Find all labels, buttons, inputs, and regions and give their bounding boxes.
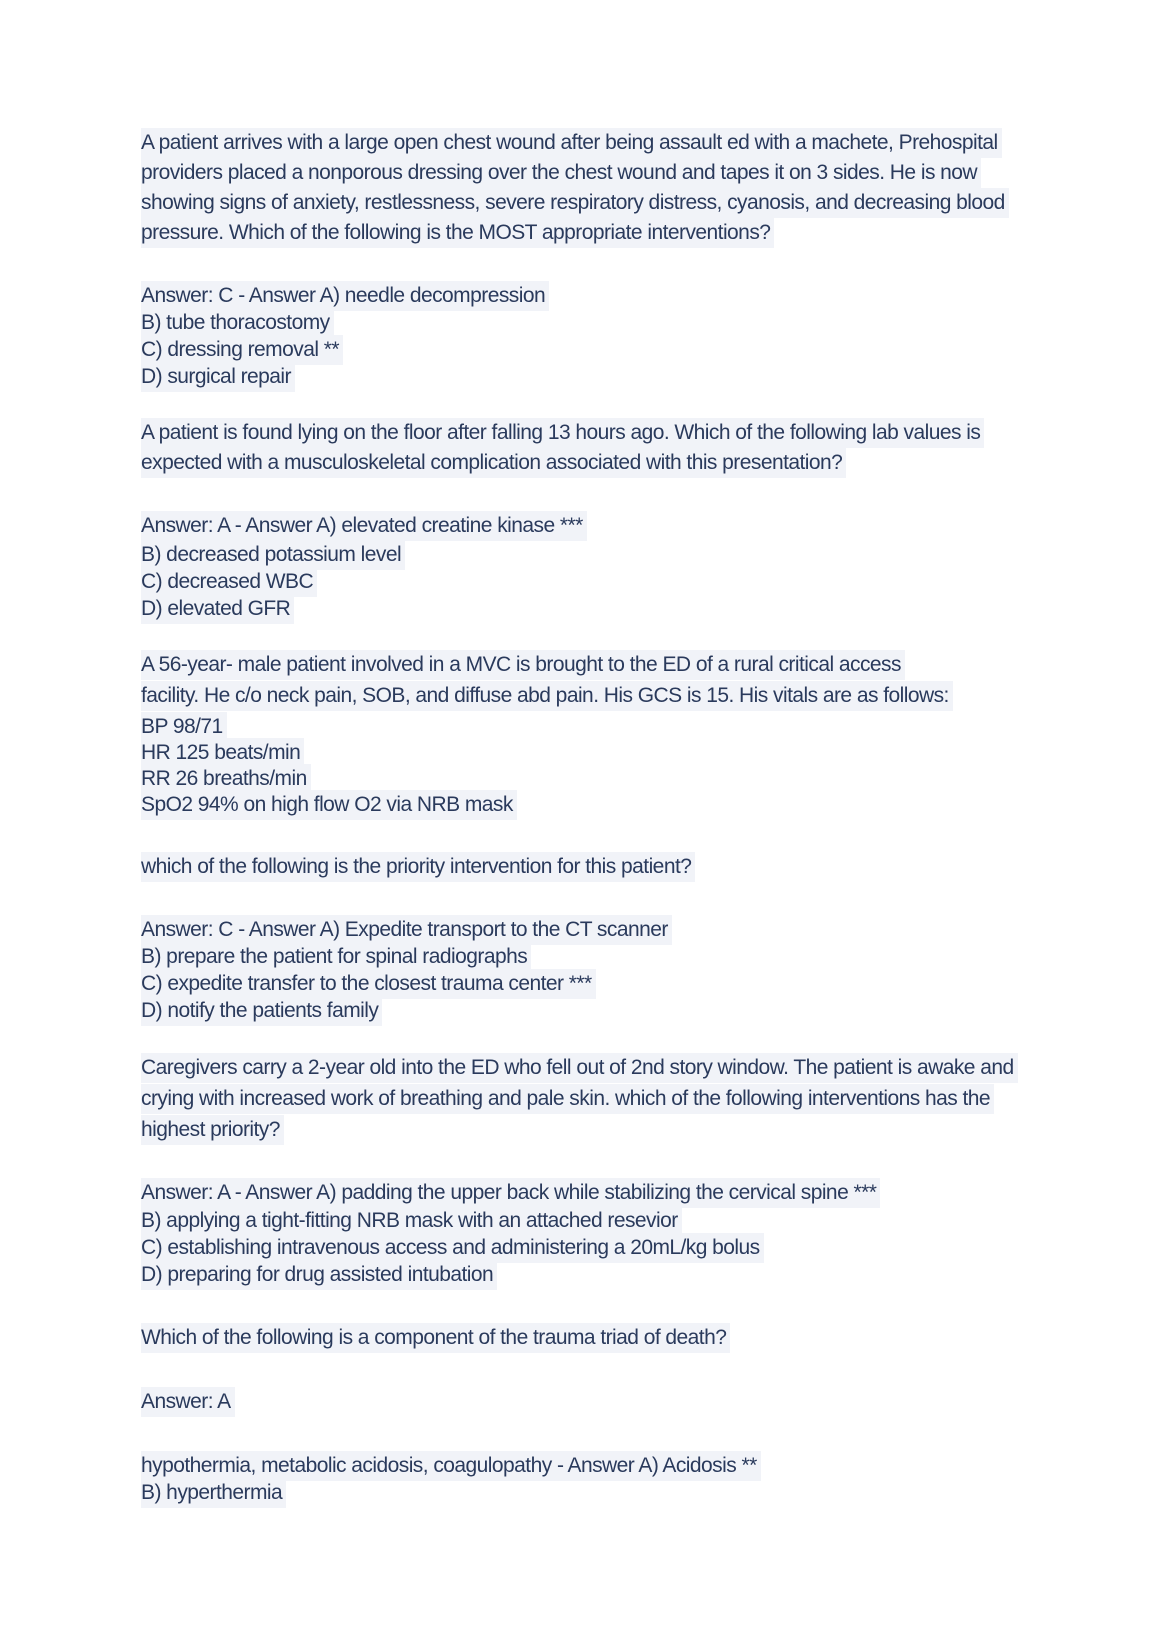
question-1-text: providers placed a nonporous dressing over the chest wound and tapes it on 3 sides. He is now (141, 158, 981, 188)
question-3-text: A 56-year- male patient involved in a MVC is brought to the ED of a rural critical access (141, 650, 905, 680)
question-3-option: D) notify the patients family (141, 996, 382, 1026)
question-3-answer: Answer: C - Answer A) Expedite transport to the CT scanner (141, 915, 672, 945)
question-2-option: D) elevated GFR (141, 594, 294, 624)
question-1-text: pressure. Which of the following is the MOST appropriate interventions? (141, 218, 774, 248)
question-4-option: C) establishing intravenous access and administering a 20mL/kg bolus (141, 1233, 764, 1263)
question-1-text: showing signs of anxiety, restlessness, severe respiratory distress, cyanosis, and decreasing blood (141, 188, 1009, 218)
vital-sign: RR 26 breaths/min (141, 764, 311, 794)
question-5-text: Which of the following is a component of the trauma triad of death? (141, 1323, 730, 1353)
question-5-line: hypothermia, metabolic acidosis, coagulopathy - Answer A) Acidosis ** (141, 1451, 761, 1481)
question-1-option: C) dressing removal ** (141, 335, 343, 365)
question-4-text: Caregivers carry a 2-year old into the ED who fell out of 2nd story window. The patient is awake and (141, 1053, 1018, 1083)
question-2-option: C) decreased WBC (141, 567, 317, 597)
question-4-text: highest priority? (141, 1115, 284, 1145)
question-4-answer: Answer: A - Answer A) padding the upper back while stabilizing the cervical spine *** (141, 1178, 880, 1208)
question-1-answer: Answer: C - Answer A) needle decompression (141, 281, 549, 311)
vital-sign: BP 98/71 (141, 712, 227, 742)
question-3-text: facility. He c/o neck pain, SOB, and diffuse abd pain. His GCS is 15. His vitals are as follows: (141, 681, 953, 711)
question-2-answer: Answer: A - Answer A) elevated creatine kinase *** (141, 511, 587, 541)
question-3-option: C) expedite transfer to the closest trauma center *** (141, 969, 596, 999)
question-2-text: A patient is found lying on the floor after falling 13 hours ago. Which of the following lab values is (141, 418, 984, 448)
question-2-option: B) decreased potassium level (141, 540, 405, 570)
question-4-option: B) applying a tight-fitting NRB mask with an attached resevior (141, 1206, 682, 1236)
question-4-text: crying with increased work of breathing and pale skin. which of the following interventions has the (141, 1084, 994, 1114)
question-3-prompt: which of the following is the priority intervention for this patient? (141, 852, 695, 882)
question-5-answer: Answer: A (141, 1387, 235, 1417)
vital-sign: HR 125 beats/min (141, 738, 304, 768)
question-1-option: B) tube thoracostomy (141, 308, 334, 338)
question-1-option: D) surgical repair (141, 362, 295, 392)
vital-sign: SpO2 94% on high flow O2 via NRB mask (141, 790, 517, 820)
question-4-option: D) preparing for drug assisted intubation (141, 1260, 497, 1290)
question-5-option: B) hyperthermia (141, 1478, 286, 1508)
question-2-text: expected with a musculoskeletal complication associated with this presentation? (141, 448, 846, 478)
question-3-option: B) prepare the patient for spinal radiographs (141, 942, 531, 972)
question-1-text: A patient arrives with a large open chest wound after being assault ed with a machete, Prehospital (141, 128, 1002, 158)
